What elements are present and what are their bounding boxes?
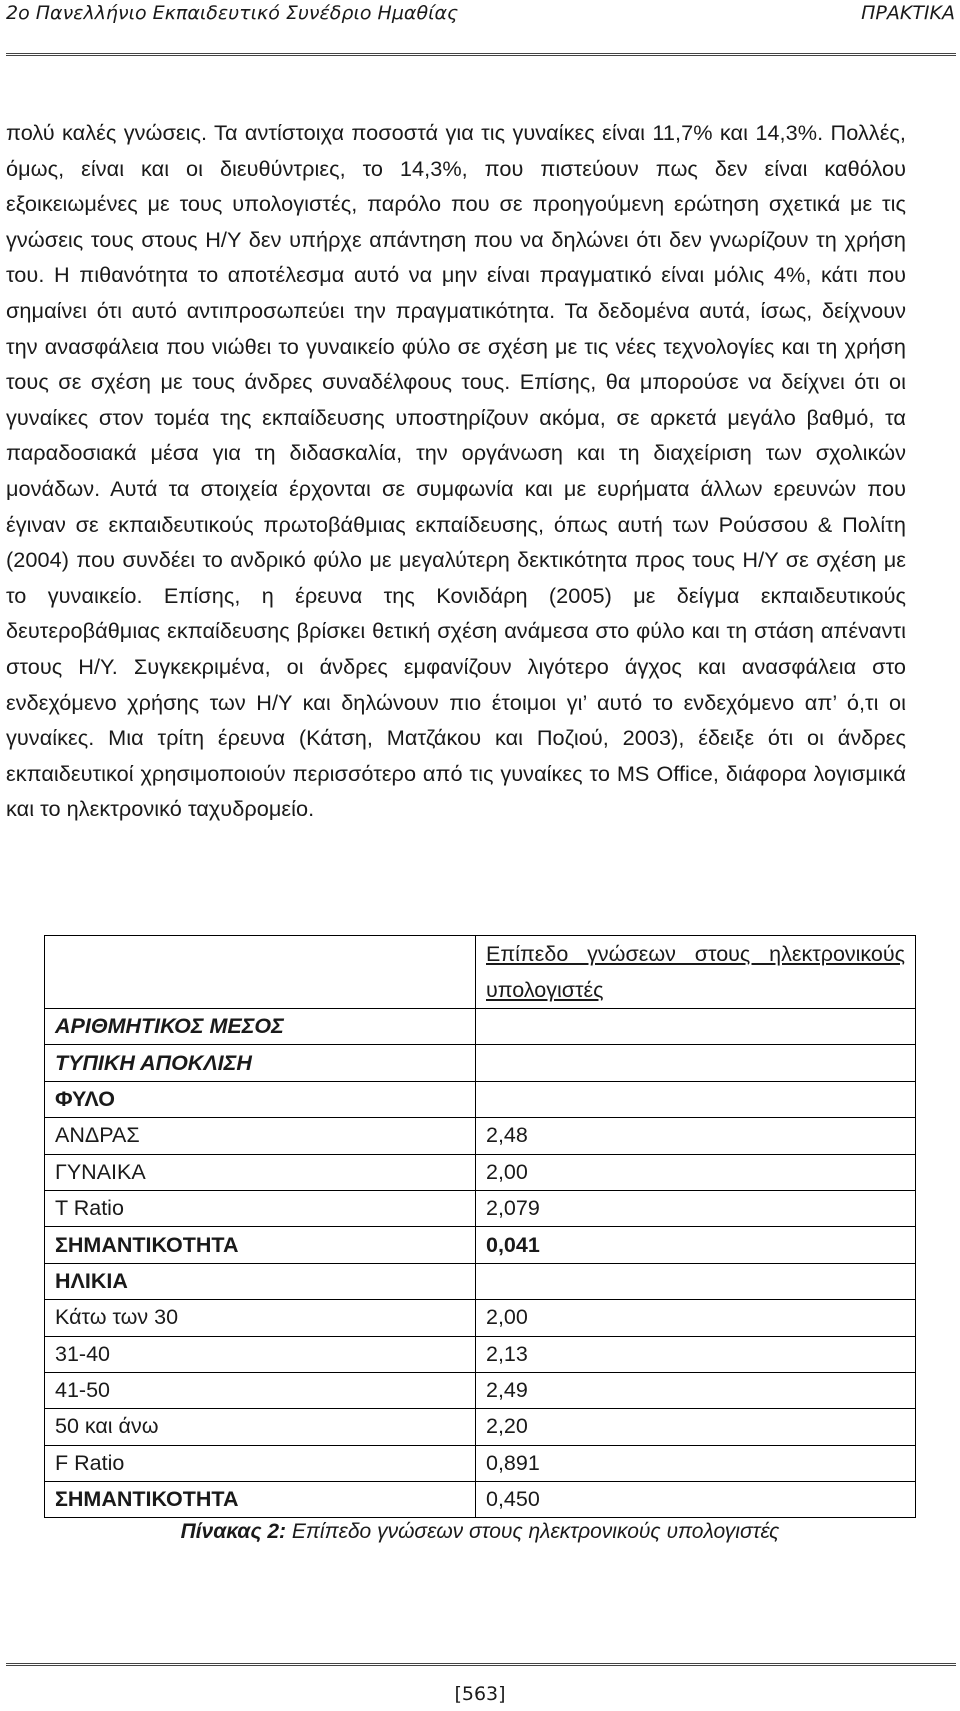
row-label-cell [45,1154,476,1190]
row-label: ΣΗΜΑΝΤΙΚΟΤΗΤΑ [55,1487,239,1512]
table-header-row [45,936,916,1009]
row-value: 2,00 [486,1305,528,1330]
row-label-cell [45,1482,476,1518]
table-row [45,1300,916,1336]
footer-divider [6,1663,956,1666]
row-value: 0,450 [486,1487,540,1512]
row-label-cell [45,1372,476,1408]
conference-title: 2ο Πανελλήνιο Εκπαιδευτικό Συνέδριο Ημαθίας [6,2,459,24]
row-value: 2,20 [486,1414,528,1439]
row-label-cell [45,1227,476,1263]
row-label-cell [45,1190,476,1226]
table-row [45,1118,916,1154]
row-value-cell [476,1409,916,1445]
table-body [45,936,916,1518]
row-label-cell [45,1081,476,1117]
row-label-cell [45,1045,476,1081]
row-value: 2,079 [486,1196,540,1221]
row-value-cell [476,1190,916,1226]
row-label-cell [45,1118,476,1154]
body-paragraph: πολύ καλές γνώσεις. Τα αντίστοιχα ποσοστά για τις γυναίκες είναι 11,7% και 14,3%. Πολλές, όμως, είναι και οι διευθύντριες, το 14,3%, που πιστεύουν πως δεν είναι καθόλου εξοικειωμένες με τους υπολογιστές, παρόλο που σε προηγούμενη ερώτηση σχετικά με τις γνώσεις τους στους Η/Υ δεν υπήρχε απάντηση που να δηλώνει ότι δεν γνωρίζουν τη χρήση του. Η πιθανότητα το αποτέλεσμα αυτό να μην είναι πραγματικό είναι μόλις 4%, κάτι που σημαίνει ότι αυτό αντιπροσωπεύει την πραγματικότητα. Τα δεδομένα αυτά, ίσως, δείχνουν την ανασφάλεια που νιώθει το γυναικείο φύλο σε σχέση με τις νέες τεχνολογίες και τη χρήση τους σε σχέση με τους άνδρες συναδέλφους τους. Επίσης, θα μπορούσε να δείχνει ότι οι γυναίκες στον τομέα της εκπαίδευσης υποστηρίζουν ακόμα, σε αρκετά μεγάλο βαθμό, τα παραδοσιακά μέσα για τη διδασκαλία, την οργάνωση και τη διαχείριση των σχολικών μονάδων. Αυτά τα στοιχεία έρχονται σε συμφωνία και με ευρήματα άλλων ερευνών που έγιναν σε εκπαιδευτικούς πρωτοβάθμιας εκπαίδευσης, όπως αυτή των Ρούσσου & Πολίτη (2004) που συνδέει το ανδρικό φύλο με μεγαλύτερη δεκτικότητα προς τους Η/Υ σε σχέση με το γυναικείο. Επίσης, η έρευνα της Κονιδάρη (2005) με δείγμα εκπαιδευτικούς δευτεροβάθμιας εκπαίδευσης βρίσκει θετική σχέση ανάμεσα στο φύλο και τη στάση απέναντι στους Η/Υ. Συγκεκριμένα, οι άνδρες εμφανίζουν λιγότερο άγχος και ανασφάλεια στο ενδεχόμενο χρήσης των Η/Υ και δηλώνουν πιο έτοιμοι γι’ αυτό το ενδεχόμενο απ’ ό,τι οι γυναίκες. Μια τρίτη έρευνα (Κάτση, Ματζάκου και Ποζιού, 2003), έδειξε ότι οι άνδρες εκπαιδευτικοί χρησιμοποιούν περισσότερο από τις γυναίκες το MS Office, διάφορα λογισμικά και το ηλεκτρονικό ταχυδρομείο. [6,120,906,822]
table-row [45,1263,916,1299]
row-value: 2,48 [486,1123,528,1148]
row-value: 2,49 [486,1378,528,1403]
row-label: ΑΡΙΘΜΗΤΙΚΟΣ ΜΕΣΟΣ [55,1014,284,1039]
table-row [45,1009,916,1045]
row-value-cell [476,1081,916,1117]
row-value-cell [476,1045,916,1081]
row-label: ΓΥΝΑΙΚΑ [55,1159,146,1184]
row-label: ΤΥΠΙΚΗ ΑΠΟΚΛΙΣΗ [55,1050,252,1075]
caption-text: Επίπεδο γνώσεων στους ηλεκτρονικούς υπολογιστές [286,1520,780,1543]
row-label: ΣΗΜΑΝΤΙΚΟΤΗΤΑ [55,1232,239,1257]
row-label: Κάτω των 30 [55,1305,179,1330]
row-value-cell [476,1336,916,1372]
table-row [45,1154,916,1190]
row-value: 0,891 [486,1450,540,1475]
row-value-cell [476,1227,916,1263]
row-value-cell [476,1300,916,1336]
row-value-cell [476,1482,916,1518]
body-text [6,115,906,827]
row-label-cell [45,1009,476,1045]
row-label: ΗΛΙΚΙΑ [55,1268,128,1293]
row-label-cell [45,1336,476,1372]
row-label: ΦΥΛΟ [55,1086,115,1111]
row-label-cell [45,1445,476,1481]
table-row [45,1482,916,1518]
header-divider [6,53,956,56]
row-value-cell [476,1263,916,1299]
row-label-cell [45,1409,476,1445]
table-row [45,1190,916,1226]
table-row [45,1227,916,1263]
row-value: 0,041 [486,1232,540,1257]
row-label: T Ratio [55,1196,124,1221]
page-header [0,0,960,56]
row-value: 2,13 [486,1341,528,1366]
row-label: ΑΝΔΡΑΣ [55,1123,140,1148]
caption-label: Πίνακας 2: [180,1520,287,1543]
row-label: F Ratio [55,1450,125,1475]
row-value-cell [476,1372,916,1408]
row-value-cell [476,1445,916,1481]
row-value-cell [476,1118,916,1154]
row-label: 50 και άνω [55,1414,159,1439]
table-row [45,1081,916,1117]
table-header-empty-cell [45,936,476,1009]
row-label: 41-50 [55,1378,110,1403]
table-row [45,1336,916,1372]
row-label: 31-40 [55,1341,110,1366]
table-header-label: Επίπεδο γνώσεων στους ηλεκτρονικούς υπολογιστές [486,942,905,1002]
table-caption [0,1520,960,1544]
row-value: 2,00 [486,1159,528,1184]
row-label-cell [45,1263,476,1299]
row-value-cell [476,1009,916,1045]
page-number: [563] [454,1683,506,1705]
row-value-cell [476,1154,916,1190]
table-row [45,1045,916,1081]
section-label: ΠΡΑΚΤΙΚΑ [861,2,955,24]
row-label-cell [45,1300,476,1336]
table-row [45,1445,916,1481]
table-row [45,1372,916,1408]
table-header-cell [476,936,916,1009]
knowledge-table [44,935,916,1518]
table-row [45,1409,916,1445]
